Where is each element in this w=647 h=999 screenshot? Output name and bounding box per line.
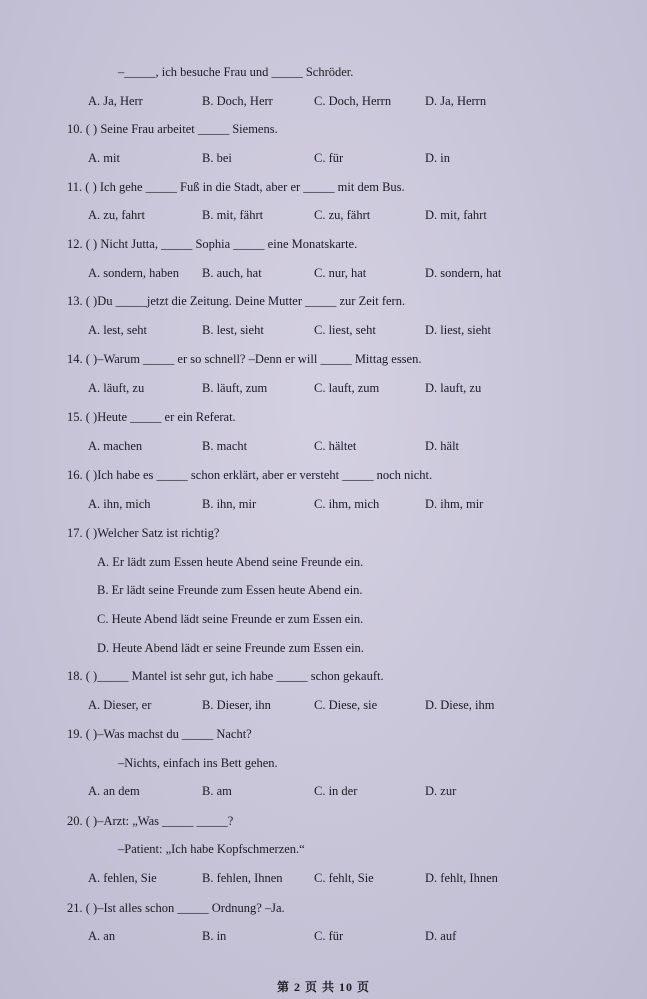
option-c: C. für [314, 151, 344, 165]
question-12: 12. ( ) Nicht Jutta, _____ Sophia _____ eine Monatskarte. [67, 237, 358, 251]
question-11: 11. ( ) Ich gehe _____ Fuß in die Stadt, aber er _____ mit dem Bus. [67, 180, 405, 194]
question-18: 18. ( )_____ Mantel ist sehr gut, ich habe _____ schon gekauft. [67, 669, 384, 683]
option-a: A. Ja, Herr [88, 94, 143, 108]
question-19-response: –Nichts, einfach ins Bett gehen. [118, 756, 278, 770]
option-b: B. läuft, zum [202, 381, 268, 395]
option-c: C. für [314, 929, 344, 943]
option-d: D. zur [425, 784, 457, 798]
option-a: A. lest, seht [88, 323, 148, 337]
question-15: 15. ( )Heute _____ er ein Referat. [67, 410, 236, 424]
option-d: D. lauft, zu [425, 381, 482, 395]
option-c: C. Diese, sie [314, 698, 378, 712]
option-b: B. bei [202, 151, 232, 165]
option-a: A. sondern, haben [88, 266, 179, 280]
question-17-option-d: D. Heute Abend lädt er seine Freunde zum Essen ein. [97, 641, 364, 655]
question-9-continuation: –_____, ich besuche Frau und _____ Schröder. [118, 65, 354, 79]
option-b: B. lest, sieht [202, 323, 264, 337]
option-a: A. fehlen, Sie [88, 871, 157, 885]
question-21: 21. ( )–Ist alles schon _____ Ordnung? –Ja. [67, 901, 285, 915]
option-c: C. nur, hat [314, 266, 367, 280]
option-a: A. an dem [88, 784, 140, 798]
option-c: C. fehlt, Sie [314, 871, 374, 885]
option-d: D. mit, fahrt [425, 208, 487, 222]
option-b: B. ihn, mir [202, 497, 257, 511]
option-b: B. mit, fährt [202, 208, 264, 222]
option-b: B. auch, hat [202, 266, 262, 280]
option-a: A. Dieser, er [88, 698, 152, 712]
option-d: D. Diese, ihm [425, 698, 495, 712]
option-d: D. sondern, hat [425, 266, 502, 280]
option-a: A. an [88, 929, 116, 943]
option-a: A. zu, fahrt [88, 208, 145, 222]
option-d: D. in [425, 151, 450, 165]
option-d: D. fehlt, Ihnen [425, 871, 498, 885]
question-19: 19. ( )–Was machst du _____ Nacht? [67, 727, 252, 741]
option-c: C. liest, seht [314, 323, 376, 337]
question-17-option-b: B. Er lädt seine Freunde zum Essen heute Abend ein. [97, 583, 363, 597]
question-17: 17. ( )Welcher Satz ist richtig? [67, 526, 220, 540]
question-20-response: –Patient: „Ich habe Kopfschmerzen.“ [118, 842, 305, 856]
question-17-option-c: C. Heute Abend lädt seine Freunde er zum Essen ein. [97, 612, 364, 626]
option-c: C. lauft, zum [314, 381, 380, 395]
option-d: D. auf [425, 929, 457, 943]
option-d: D. liest, sieht [425, 323, 491, 337]
option-b: B. macht [202, 439, 248, 453]
question-14: 14. ( )–Warum _____ er so schnell? –Denn er will _____ Mittag essen. [67, 352, 422, 366]
page-number-footer: 第 2 页 共 10 页 [276, 980, 370, 994]
option-b: B. Doch, Herr [202, 94, 273, 108]
question-17-option-a: A. Er lädt zum Essen heute Abend seine Freunde ein. [97, 555, 364, 569]
question-13: 13. ( )Du _____jetzt die Zeitung. Deine Mutter _____ zur Zeit fern. [67, 294, 406, 308]
option-b: B. Dieser, ihn [202, 698, 271, 712]
option-a: A. machen [88, 439, 143, 453]
question-16: 16. ( )Ich habe es _____ schon erklärt, aber er versteht _____ noch nicht. [67, 468, 433, 482]
option-d: D. ihm, mir [425, 497, 484, 511]
question-10: 10. ( ) Seine Frau arbeitet _____ Siemens. [67, 122, 278, 136]
option-c: C. zu, fährt [314, 208, 371, 222]
option-d: D. Ja, Herrn [425, 94, 487, 108]
option-d: D. hält [425, 439, 460, 453]
option-c: C. ihm, mich [314, 497, 380, 511]
option-c: C. Doch, Herrn [314, 94, 392, 108]
option-a: A. mit [88, 151, 120, 165]
question-20: 20. ( )–Arzt: „Was _____ _____? [67, 814, 234, 828]
option-b: B. in [202, 929, 227, 943]
option-b: B. fehlen, Ihnen [202, 871, 283, 885]
option-c: C. in der [314, 784, 358, 798]
option-a: A. läuft, zu [88, 381, 145, 395]
option-c: C. hältet [314, 439, 357, 453]
option-b: B. am [202, 784, 232, 798]
option-a: A. ihn, mich [88, 497, 151, 511]
